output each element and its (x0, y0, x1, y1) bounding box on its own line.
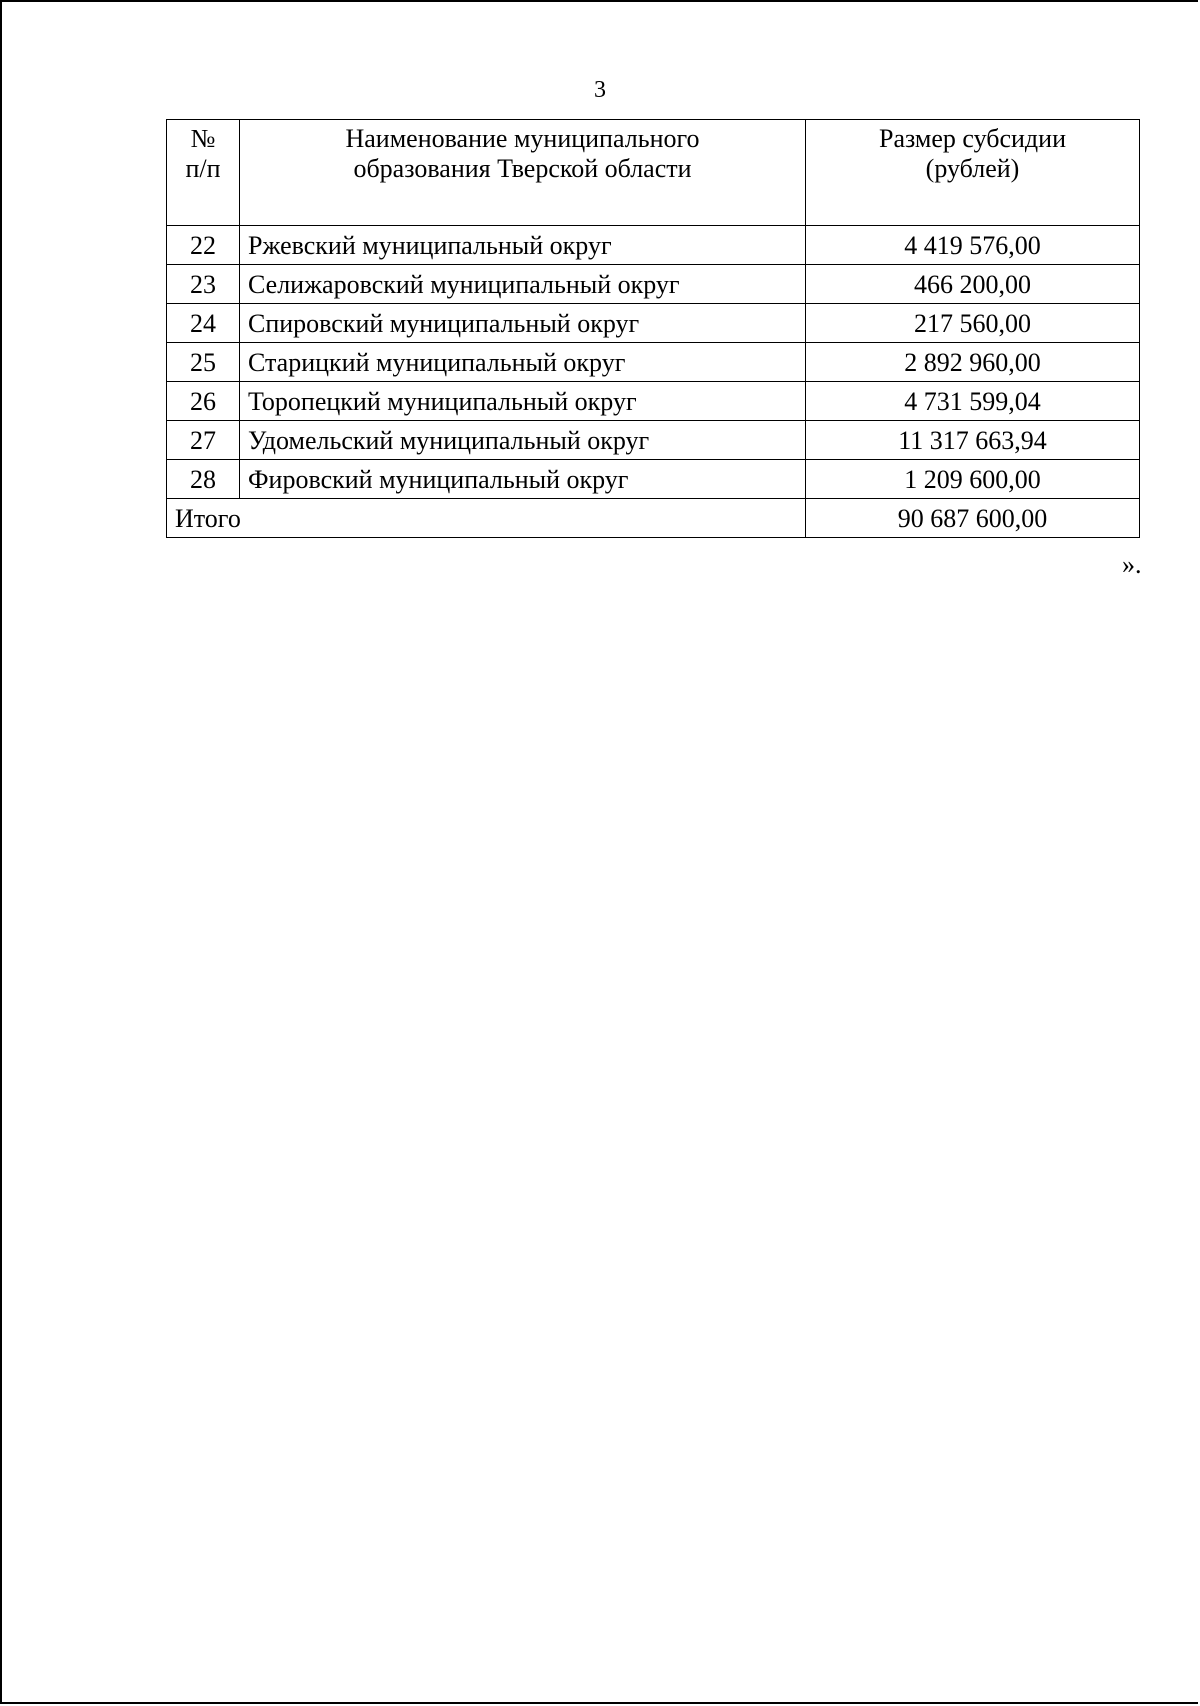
table-row (167, 304, 1140, 343)
row-number: 28 (167, 460, 240, 499)
table-header-row (167, 120, 1140, 226)
row-amount: 2 892 960,00 (806, 343, 1140, 382)
row-municipality: Старицкий муниципальный округ (240, 343, 806, 382)
row-municipality: Торопецкий муниципальный округ (240, 382, 806, 421)
row-amount: 11 317 663,94 (806, 421, 1140, 460)
row-number: 24 (167, 304, 240, 343)
total-amount: 90 687 600,00 (806, 499, 1140, 538)
subsidy-table (166, 119, 1140, 538)
table-row (167, 421, 1140, 460)
total-label: Итого (167, 499, 806, 538)
header-amount (806, 120, 1140, 226)
row-number: 27 (167, 421, 240, 460)
table-row (167, 265, 1140, 304)
row-amount: 1 209 600,00 (806, 460, 1140, 499)
row-number: 25 (167, 343, 240, 382)
header-amount-line2: (рублей) (925, 154, 1020, 183)
table-total-row (167, 499, 1140, 538)
header-number-abbr: п/п (185, 154, 221, 183)
row-municipality: Спировский муниципальный округ (240, 304, 806, 343)
page-number: 3 (594, 77, 606, 103)
header-municipality (240, 120, 806, 226)
row-number: 26 (167, 382, 240, 421)
table-row (167, 382, 1140, 421)
header-municipality-line2: образования Тверской области (353, 154, 692, 183)
row-amount: 466 200,00 (806, 265, 1140, 304)
table-row (167, 460, 1140, 499)
table-row (167, 343, 1140, 382)
row-amount: 217 560,00 (806, 304, 1140, 343)
row-number: 23 (167, 265, 240, 304)
closing-quote-mark: ». (1122, 550, 1142, 579)
header-amount-line1: Размер субсидии (879, 124, 1066, 153)
row-amount: 4 731 599,04 (806, 382, 1140, 421)
row-amount: 4 419 576,00 (806, 226, 1140, 265)
row-municipality: Фировский муниципальный округ (240, 460, 806, 499)
table-row (167, 226, 1140, 265)
row-municipality: Селижаровский муниципальный округ (240, 265, 806, 304)
row-number: 22 (167, 226, 240, 265)
header-number (167, 120, 240, 226)
row-municipality: Удомельский муниципальный округ (240, 421, 806, 460)
header-number-symbol: № (190, 124, 216, 153)
row-municipality: Ржевский муниципальный округ (240, 226, 806, 265)
header-municipality-line1: Наименование муниципального (345, 124, 700, 153)
